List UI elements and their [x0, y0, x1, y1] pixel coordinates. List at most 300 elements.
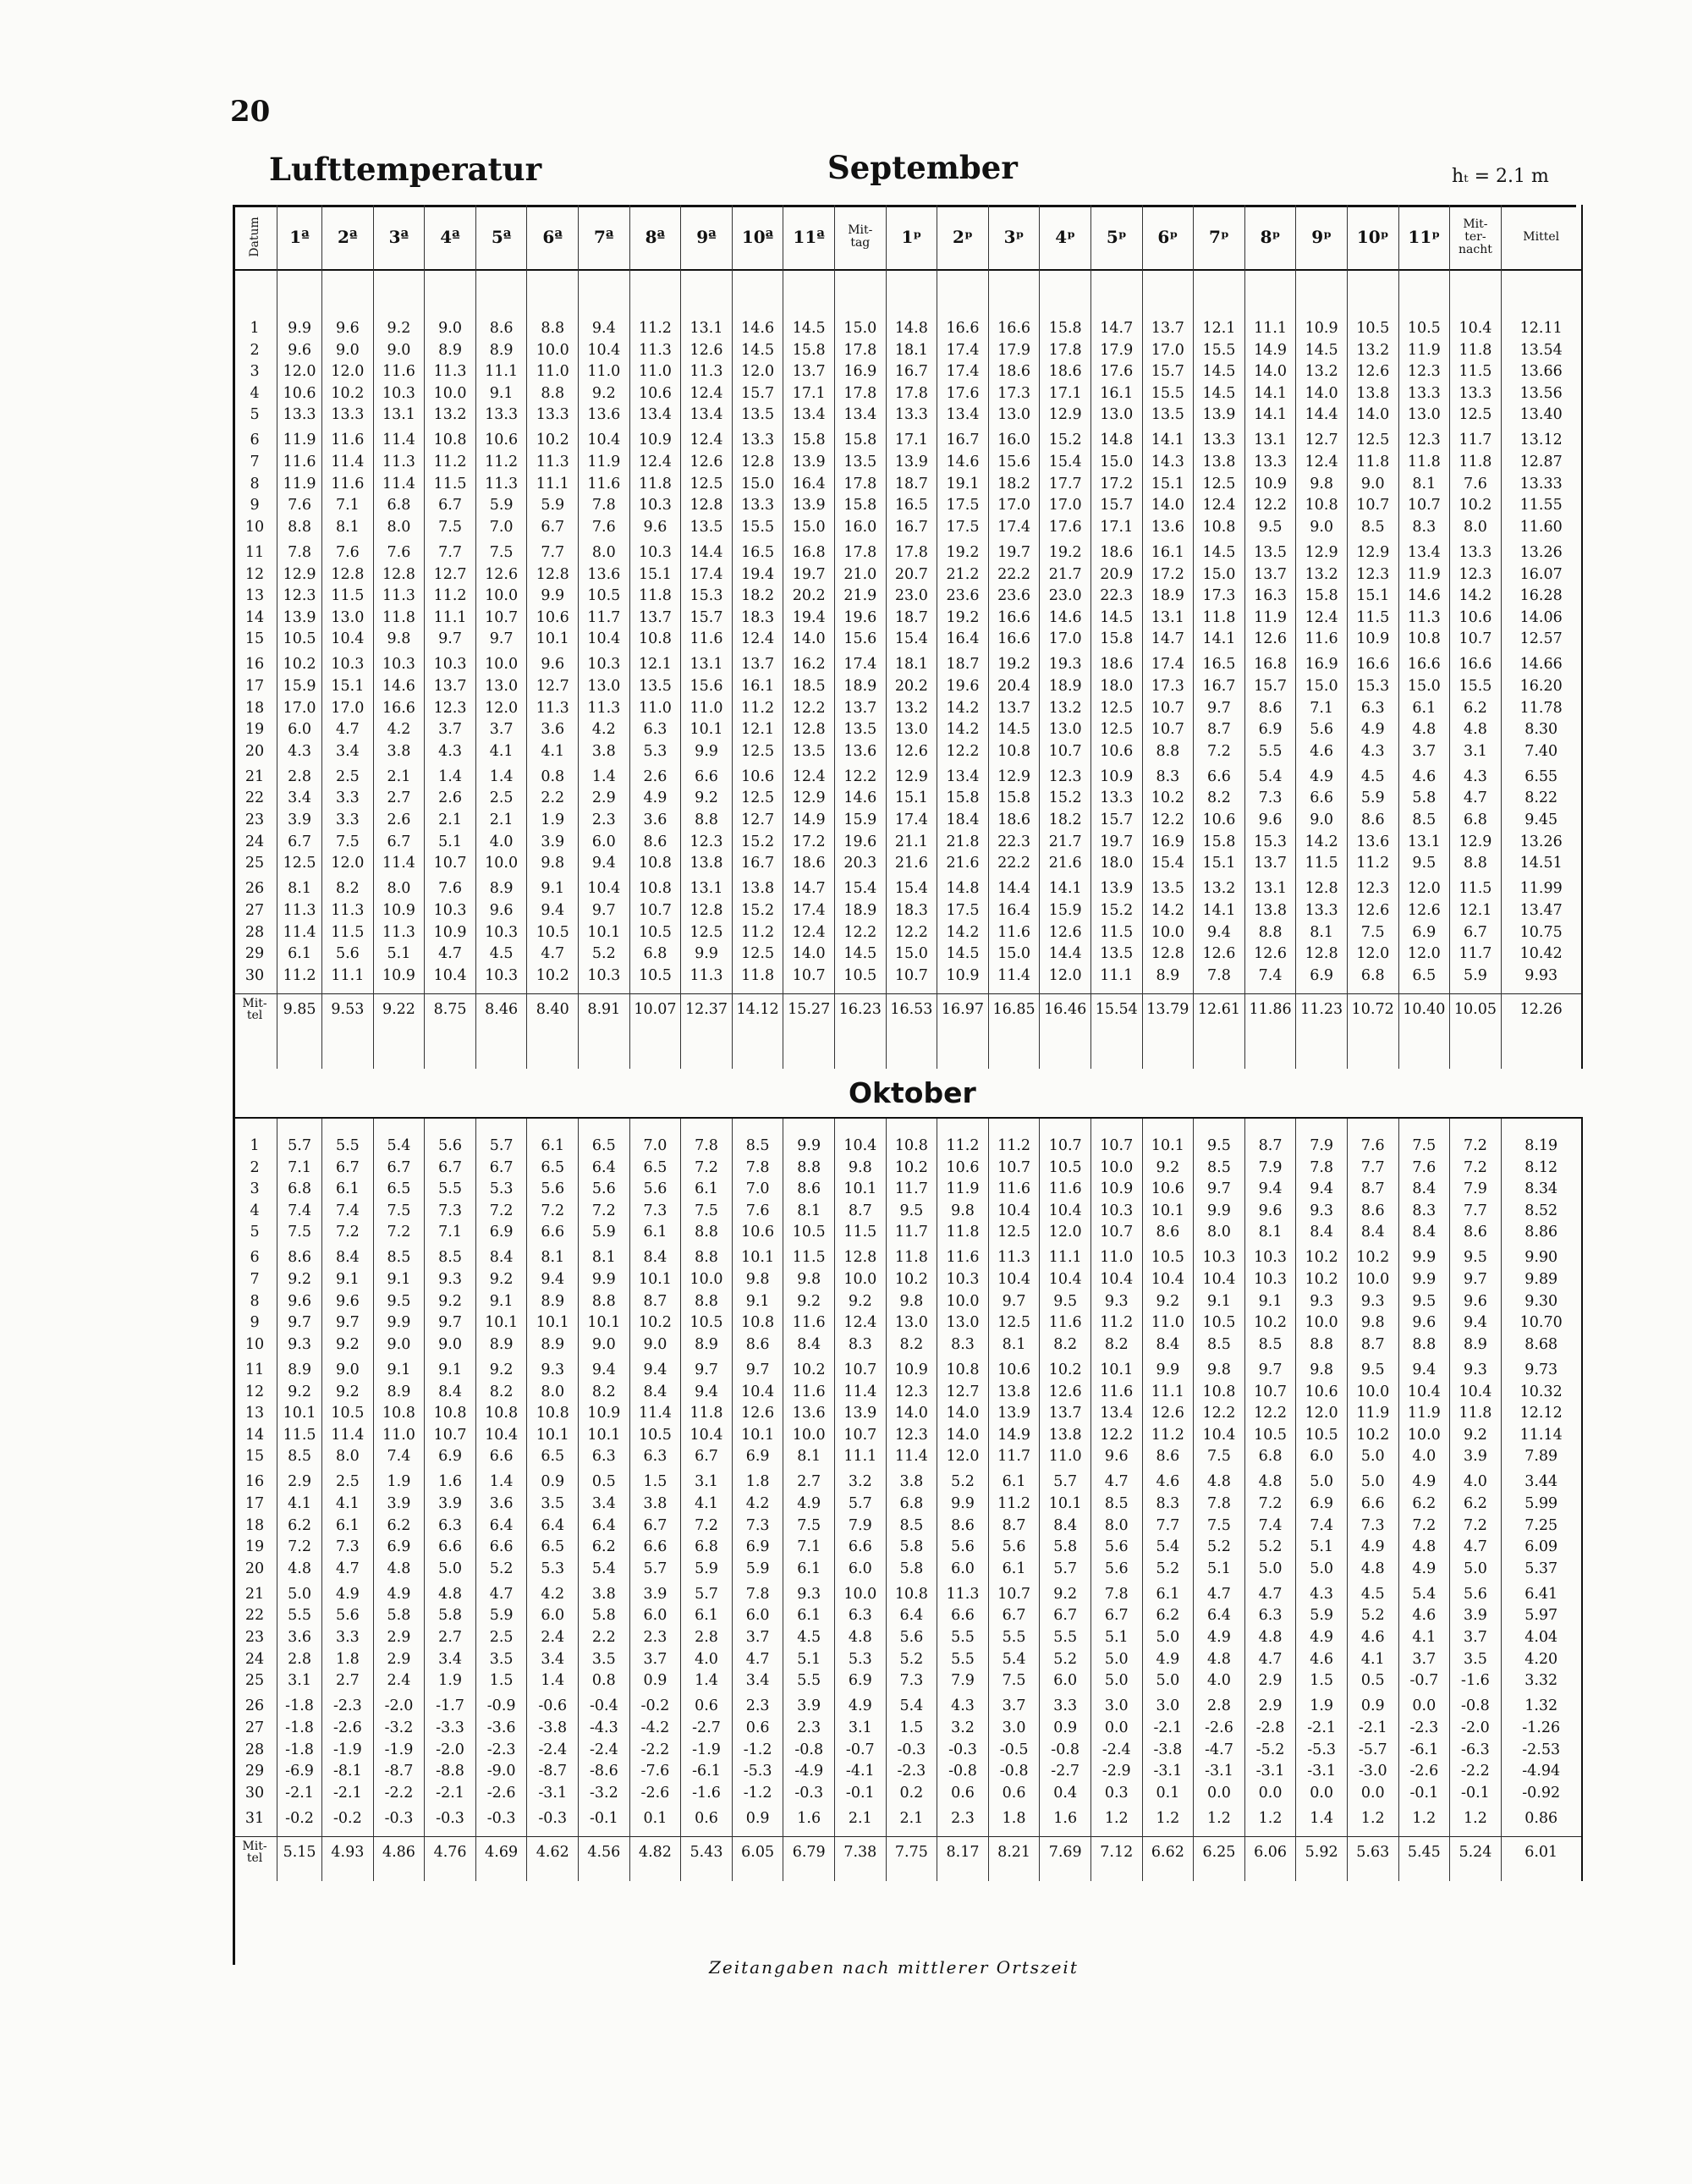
table-cell: 11.6: [1100, 1383, 1134, 1400]
column-16: [1040, 1119, 1091, 1881]
table-cell: 12.2: [1254, 497, 1288, 514]
table-cell: 5.2: [1053, 1650, 1078, 1668]
table-cell: 4.9: [1207, 1629, 1231, 1647]
table-cell: -2.0: [384, 1697, 414, 1715]
table-cell: 3.8: [643, 1495, 667, 1512]
column-14: [937, 205, 989, 1069]
table-cell: 12.1: [1459, 901, 1492, 919]
table-cell: -1.2: [743, 1784, 772, 1802]
table-cell: 15.2: [1100, 901, 1134, 919]
table-cell: 12.0: [331, 363, 365, 381]
row-date: 18: [244, 699, 265, 717]
table-cell: 15.6: [689, 678, 723, 695]
column-16: [1040, 205, 1091, 1069]
table-cell: 11.8: [894, 1249, 928, 1267]
table-cell: 11.4: [382, 855, 415, 872]
table-cell: 9.9: [541, 587, 565, 605]
table-cell: 14.0: [1305, 384, 1338, 402]
column-header: 6ª: [527, 205, 578, 271]
table-cell: -0.3: [897, 1741, 926, 1758]
table-cell: 6.7: [335, 1158, 360, 1176]
column-13: [887, 1119, 938, 1881]
column-12: [835, 1119, 887, 1881]
table-cell: 9.7: [438, 1314, 462, 1332]
table-cell: -4.94: [1522, 1763, 1561, 1780]
table-cell: 5.1: [1207, 1560, 1231, 1577]
table-cell: 14.5: [843, 945, 877, 963]
table-cell: 10.6: [1459, 608, 1492, 626]
row-date: 28: [244, 923, 265, 941]
table-cell: 19.6: [843, 608, 877, 626]
table-cell: 17.6: [946, 384, 980, 402]
table-cell: 8.7: [1360, 1335, 1385, 1353]
table-cell: 7.1: [335, 497, 360, 514]
table-cell: 6.9: [489, 1224, 514, 1241]
row-date: 19: [244, 1538, 265, 1556]
table-cell: 15.0: [741, 475, 775, 492]
table-cell: 6.3: [1360, 699, 1385, 717]
table-cell: 6.5: [591, 1137, 616, 1154]
month-title-september: September: [827, 149, 1018, 186]
table-cell: 3.8: [387, 742, 411, 760]
table-cell: 4.9: [848, 1697, 872, 1715]
table-cell: 12.6: [1254, 630, 1288, 648]
table-cell: 15.0: [1305, 678, 1338, 695]
table-cell: 10.4: [331, 630, 365, 648]
table-cell: 10.3: [638, 497, 672, 514]
table-cell: 6.0: [643, 1607, 667, 1625]
table-cell: -9.0: [486, 1763, 516, 1780]
table-cell: 10.0: [485, 587, 519, 605]
table-cell: 12.8: [843, 1249, 877, 1267]
table-cell: 19.2: [946, 608, 980, 626]
table-cell: 14.2: [1459, 587, 1492, 605]
table-cell: 7.2: [695, 1158, 718, 1176]
table-cell: 7.8: [1310, 1158, 1334, 1176]
table-cell: 4.7: [438, 945, 462, 963]
table-cell: 14.2: [946, 721, 980, 739]
table-cell: 15.9: [843, 811, 877, 829]
table-cell: 11.2: [997, 1137, 1031, 1154]
table-cell: 8.8: [1156, 742, 1180, 760]
table-cell: 21.9: [843, 587, 877, 605]
table-cell: 12.4: [689, 384, 723, 402]
table-cell: 11.4: [382, 475, 415, 492]
table-cell: 14.51: [1519, 855, 1563, 872]
table-cell: -0.3: [436, 1809, 464, 1827]
table-cell: 5.9: [1310, 1607, 1334, 1625]
table-cell: 6.4: [541, 1516, 565, 1534]
table-cell: 11.6: [689, 630, 723, 648]
table-cell: 8.7: [1002, 1516, 1026, 1534]
table-cell: -2.1: [1307, 1719, 1337, 1736]
table-cell: 5.0: [1310, 1560, 1334, 1577]
table-cell: 15.5: [741, 518, 775, 536]
table-cell: -8.1: [332, 1763, 362, 1780]
table-cell: 7.4: [1258, 1516, 1283, 1534]
table-cell: 10.42: [1519, 945, 1563, 963]
table-cell: 19.4: [792, 608, 826, 626]
table-cell: 1.4: [1310, 1809, 1334, 1827]
table-cell: 18.6: [1048, 363, 1082, 381]
table-cell: 9.73: [1524, 1361, 1558, 1378]
table-cell: 15.7: [1100, 811, 1134, 829]
table-cell: 5.7: [848, 1495, 872, 1512]
row-date: 27: [244, 901, 265, 919]
table-cell: 10.2: [1356, 1426, 1390, 1444]
table-cell: 9.6: [288, 341, 311, 359]
table-cell: 21.6: [894, 855, 928, 872]
table-cell: 4.20: [1524, 1650, 1558, 1668]
page-number: 20: [230, 95, 271, 129]
table-cell: -2.3: [897, 1763, 926, 1780]
row-date: 17: [244, 678, 265, 695]
table-cell: 18.1: [894, 656, 928, 674]
table-cell: 12.3: [894, 1383, 928, 1400]
table-cell: 3.9: [797, 1697, 821, 1715]
row-date: 12: [244, 1383, 265, 1400]
table-cell: -0.1: [589, 1809, 618, 1827]
table-cell: 5.4: [899, 1697, 924, 1715]
table-cell: 8.0: [1207, 1224, 1231, 1241]
table-cell: 16.7: [894, 518, 928, 536]
table-cell: 10.9: [1305, 320, 1338, 337]
table-cell: 11.3: [689, 966, 723, 984]
table-cell: 5.5: [797, 1672, 821, 1690]
row-date: 21: [244, 1585, 265, 1603]
table-cell: 11.8: [741, 966, 775, 984]
table-cell: -0.92: [1522, 1784, 1561, 1802]
row-date: 30: [244, 966, 265, 984]
table-cell: 3.3: [335, 789, 360, 807]
table-cell: 17.2: [1151, 565, 1184, 583]
table-cell: 5.6: [335, 1607, 360, 1625]
mittel-cell: 5.45: [1407, 1844, 1441, 1862]
table-cell: 11.1: [1048, 1249, 1082, 1267]
table-cell: 16.9: [1151, 833, 1184, 850]
table-cell: 9.3: [541, 1361, 565, 1378]
table-cell: 8.4: [1412, 1180, 1437, 1198]
table-cell: 17.5: [946, 901, 980, 919]
table-cell: 8.5: [387, 1249, 411, 1267]
column-header: 6ᵖ: [1143, 205, 1194, 271]
table-cell: 6.8: [695, 1538, 718, 1556]
table-cell: 2.7: [335, 1672, 360, 1690]
table-cell: 10.4: [843, 1137, 877, 1154]
table-cell: -0.8: [999, 1763, 1029, 1780]
table-cell: 9.4: [541, 1271, 565, 1289]
column-header: 7ª: [579, 205, 629, 271]
table-cell: 13.6: [792, 1405, 826, 1422]
table-cell: 13.1: [1151, 608, 1184, 626]
table-cell: 6.6: [489, 1538, 514, 1556]
table-cell: 9.2: [1156, 1158, 1180, 1176]
table-cell: -0.3: [794, 1784, 824, 1802]
table-cell: -2.1: [1358, 1719, 1387, 1736]
table-cell: 13.0: [946, 1314, 980, 1332]
mittel-cell: 12.37: [684, 1001, 728, 1019]
table-cell: 10.6: [638, 384, 672, 402]
table-cell: 9.4: [1207, 923, 1231, 941]
table-cell: 3.5: [541, 1495, 565, 1512]
table-cell: 12.4: [1305, 454, 1338, 471]
table-cell: 9.7: [695, 1361, 718, 1378]
table-cell: 7.7: [541, 543, 565, 561]
table-cell: 9.0: [438, 320, 462, 337]
table-cell: 7.6: [288, 497, 311, 514]
table-cell: 6.6: [695, 767, 718, 785]
table-cell: 18.6: [1100, 543, 1134, 561]
table-cell: 10.6: [1151, 1180, 1184, 1198]
mittel-label: Mit- tel: [242, 1840, 267, 1866]
table-cell: 10.3: [946, 1271, 980, 1289]
table-cell: 9.2: [591, 384, 616, 402]
table-cell: 3.5: [489, 1650, 514, 1668]
table-cell: 10.9: [1254, 475, 1288, 492]
table-cell: 5.5: [951, 1650, 975, 1668]
table-cell: 9.3: [1464, 1361, 1487, 1378]
table-cell: 14.0: [792, 945, 826, 963]
table-cell: 5.5: [1258, 742, 1283, 760]
table-cell: 3.5: [591, 1650, 616, 1668]
table-cell: 12.4: [843, 1314, 877, 1332]
table-cell: 12.57: [1519, 630, 1563, 648]
table-cell: 11.8: [638, 475, 672, 492]
table-cell: 12.0: [1305, 1405, 1338, 1422]
table-cell: 3.0: [1104, 1697, 1129, 1715]
table-cell: 9.7: [1207, 1180, 1231, 1198]
table-cell: 12.6: [1048, 923, 1082, 941]
table-cell: 20.2: [792, 587, 826, 605]
table-cell: 11.2: [1151, 1426, 1184, 1444]
table-cell: -8.7: [538, 1763, 568, 1780]
column-header: 8ᵖ: [1245, 205, 1296, 271]
column-19: [1194, 205, 1245, 1069]
table-cell: 6.6: [848, 1538, 872, 1556]
row-date: 22: [244, 1607, 265, 1625]
table-cell: 4.8: [387, 1560, 411, 1577]
table-cell: 10.7: [433, 1426, 467, 1444]
table-cell: 11.6: [792, 1383, 826, 1400]
table-cell: 6.7: [387, 833, 411, 850]
table-cell: 10.1: [638, 1271, 672, 1289]
table-cell: 6.8: [1464, 811, 1487, 829]
table-cell: 14.7: [1151, 630, 1184, 648]
table-cell: 21.8: [946, 833, 980, 850]
table-cell: 13.3: [1100, 789, 1134, 807]
table-cell: 18.3: [741, 608, 775, 626]
table-cell: 10.7: [1151, 721, 1184, 739]
table-cell: 2.4: [387, 1672, 411, 1690]
table-cell: 7.9: [1258, 1158, 1283, 1176]
column-2: [322, 205, 374, 1069]
table-cell: 6.1: [695, 1180, 718, 1198]
table-cell: 16.5: [1202, 656, 1236, 674]
table-cell: 4.6: [1310, 742, 1334, 760]
table-cell: 12.5: [741, 789, 775, 807]
table-cell: 4.9: [1412, 1560, 1437, 1577]
table-cell: 4.8: [1258, 1629, 1283, 1647]
table-cell: 0.0: [1104, 1719, 1129, 1736]
table-cell: 5.6: [335, 945, 360, 963]
table-cell: 15.1: [1151, 475, 1184, 492]
table-cell: 10.5: [1407, 320, 1441, 337]
table-cell: 14.9: [1254, 341, 1288, 359]
table-cell: 9.8: [541, 855, 565, 872]
table-cell: -0.9: [486, 1697, 516, 1715]
table-cell: 7.0: [745, 1180, 770, 1198]
table-cell: 3.3: [335, 1629, 360, 1647]
table-cell: 16.9: [843, 363, 877, 381]
table-cell: 11.9: [587, 454, 621, 471]
table-cell: 10.2: [1459, 497, 1492, 514]
table-cell: 20.7: [894, 565, 928, 583]
table-cell: 10.5: [638, 966, 672, 984]
row-date: 31: [244, 1809, 265, 1827]
table-cell: 10.9: [382, 901, 415, 919]
table-cell: 15.7: [1151, 363, 1184, 381]
table-cell: 8.6: [1156, 1224, 1180, 1241]
table-cell: 12.6: [485, 565, 519, 583]
table-cell: 6.2: [591, 1538, 616, 1556]
table-cell: -2.53: [1522, 1741, 1561, 1758]
table-cell: 4.7: [1258, 1650, 1283, 1668]
table-cell: 4.1: [541, 742, 565, 760]
table-cell: 14.0: [946, 1405, 980, 1422]
table-cell: 12.0: [946, 1448, 980, 1466]
table-cell: 9.1: [489, 384, 514, 402]
column-header: 2ᵖ: [937, 205, 988, 271]
table-cell: 10.4: [433, 966, 467, 984]
table-cell: 2.9: [387, 1650, 411, 1668]
table-cell: 4.2: [387, 721, 411, 739]
table-cell: 10.4: [485, 1426, 519, 1444]
table-cell: 8.5: [745, 1137, 770, 1154]
table-cell: 12.3: [1407, 432, 1441, 449]
table-cell: 10.0: [946, 1292, 980, 1310]
table-cell: 12.5: [689, 475, 723, 492]
table-cell: 13.7: [997, 699, 1031, 717]
table-cell: 2.9: [387, 1629, 411, 1647]
column-17: [1091, 1119, 1143, 1881]
table-cell: 7.3: [1258, 789, 1283, 807]
table-cell: 5.9: [489, 1607, 514, 1625]
table-cell: 7.5: [695, 1202, 718, 1219]
table-cell: 15.8: [792, 341, 826, 359]
table-cell: 13.7: [1254, 565, 1288, 583]
table-cell: 12.1: [1202, 320, 1236, 337]
column-14: [937, 1119, 989, 1881]
table-cell: 8.6: [1258, 699, 1283, 717]
table-cell: 15.6: [843, 630, 877, 648]
table-cell: -5.2: [1255, 1741, 1285, 1758]
table-cell: -6.1: [1409, 1741, 1439, 1758]
table-cell: 12.0: [485, 699, 519, 717]
table-cell: 13.9: [894, 454, 928, 471]
table-cell: 5.6: [1464, 1585, 1487, 1603]
table-cell: 10.0: [792, 1426, 826, 1444]
table-cell: 8.6: [951, 1516, 975, 1534]
table-cell: 10.2: [1151, 789, 1184, 807]
table-cell: 10.7: [1459, 630, 1492, 648]
table-cell: 11.1: [536, 475, 569, 492]
table-cell: 10.7: [638, 901, 672, 919]
table-cell: 12.3: [1407, 363, 1441, 381]
table-cell: 11.9: [1356, 1405, 1390, 1422]
table-cell: 5.1: [438, 833, 462, 850]
table-cell: 16.6: [997, 320, 1031, 337]
table-cell: 17.4: [894, 811, 928, 829]
table-cell: 15.8: [1048, 320, 1082, 337]
table-cell: 12.5: [1100, 721, 1134, 739]
table-cell: 20.3: [843, 855, 877, 872]
row-date: 22: [244, 789, 265, 807]
mittel-cell: 4.69: [485, 1844, 519, 1862]
table-cell: 9.5: [1207, 1137, 1231, 1154]
table-cell: 10.2: [283, 656, 316, 674]
table-cell: 13.1: [382, 406, 415, 424]
table-cell: 8.19: [1524, 1137, 1558, 1154]
table-cell: 11.2: [741, 923, 775, 941]
table-cell: 12.0: [1356, 945, 1390, 963]
table-cell: 7.3: [438, 1202, 462, 1219]
table-cell: 11.4: [283, 923, 316, 941]
row-date: 16: [244, 1473, 265, 1491]
table-cell: 6.1: [1412, 699, 1437, 717]
table-cell: 18.6: [1100, 656, 1134, 674]
table-cell: 7.89: [1524, 1448, 1558, 1466]
table-cell: 7.7: [1360, 1158, 1385, 1176]
table-cell: 16.8: [1254, 656, 1288, 674]
mittel-cell: 16.46: [1044, 1001, 1087, 1019]
table-cell: 6.8: [288, 1180, 311, 1198]
table-cell: 4.7: [335, 1560, 360, 1577]
row-date: 25: [244, 1672, 265, 1690]
table-cell: 9.3: [797, 1585, 821, 1603]
table-cell: 10.8: [741, 1314, 775, 1332]
table-cell: 8.0: [387, 518, 411, 536]
mittel-cell: 4.76: [433, 1844, 467, 1862]
table-cell: -5.3: [743, 1763, 772, 1780]
table-cell: 9.0: [335, 1361, 360, 1378]
table-cell: 4.0: [489, 833, 514, 850]
table-cell: 13.0: [331, 608, 365, 626]
table-cell: 4.5: [1360, 1585, 1385, 1603]
table-cell: 3.0: [1002, 1719, 1026, 1736]
table-cell: 11.5: [792, 1249, 826, 1267]
table-cell: 1.8: [745, 1473, 770, 1491]
table-cell: 13.7: [792, 363, 826, 381]
table-cell: -8.7: [384, 1763, 414, 1780]
table-cell: 21.7: [1048, 565, 1082, 583]
column-21: [1296, 1119, 1348, 1881]
row-date: 2: [250, 341, 260, 359]
table-cell: 8.9: [288, 1361, 311, 1378]
table-cell: 1.5: [489, 1672, 514, 1690]
column-9: [681, 205, 733, 1069]
table-cell: 14.5: [1202, 363, 1236, 381]
table-cell: 4.7: [335, 721, 360, 739]
table-cell: 1.2: [1258, 1809, 1283, 1827]
table-cell: 17.3: [1202, 587, 1236, 605]
mittel-cell: 5.92: [1305, 1844, 1338, 1862]
row-date: 5: [250, 1224, 260, 1241]
table-cell: 9.90: [1524, 1249, 1558, 1267]
table-cell: 10.0: [843, 1271, 877, 1289]
table-cell: 2.9: [1258, 1697, 1283, 1715]
table-cell: 8.0: [1104, 1516, 1129, 1534]
table-cell: 12.6: [894, 742, 928, 760]
